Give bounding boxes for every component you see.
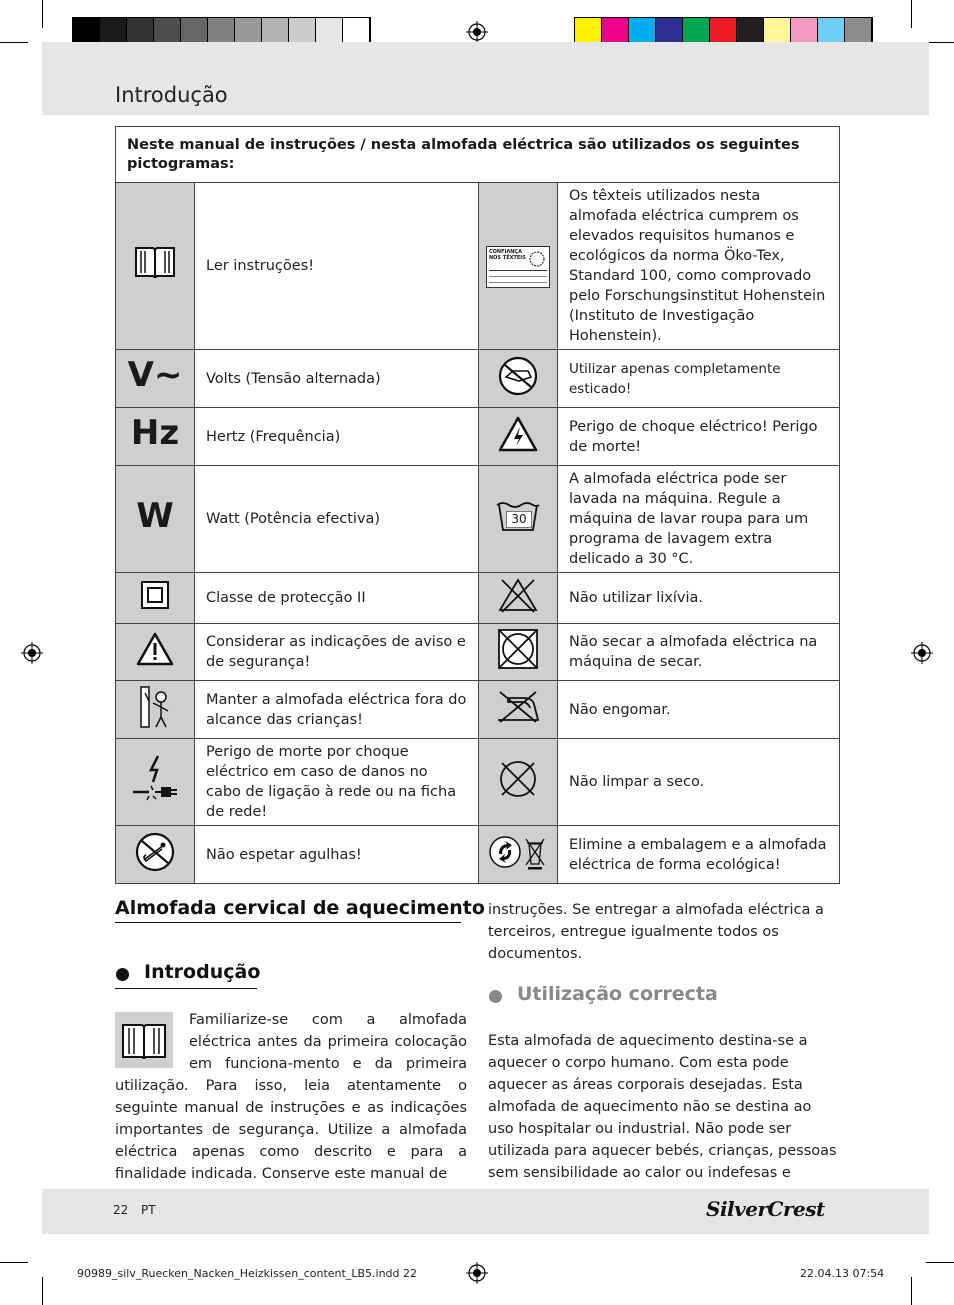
no-pins-icon [116,826,195,884]
section-title: Almofada cervical de aquecimento [115,897,485,919]
pictogram-description: Não secar a almofada eléctrica na máquina de secar. [558,624,840,681]
registration-mark-icon [466,1262,488,1284]
section-title-underline [115,922,461,923]
table-row [116,681,840,739]
table-heading: Neste manual de instruções / nesta almofada eléctrica são utilizados os seguintes pictogramas: [116,127,840,183]
table-row [116,739,840,826]
pictogram-description: Ler instruções! [195,183,479,350]
page-title: Introdução [115,83,228,107]
page-number: 22 [113,1203,129,1217]
no-bleach-icon [479,573,558,624]
pictogram-description: Perigo de choque eléctrico! Perigo de morte! [558,408,840,466]
machine-wash-30-icon [479,466,558,573]
wash-temperature: 30 [506,511,532,528]
pictogram-description: Não utilizar lixívia. [558,573,840,624]
subsection-title: Introdução [144,961,261,983]
pictogram-description: Perigo de morte por choque eléctrico em caso de danos no cabo de ligação à rede ou na ficha de rede! [195,739,479,826]
intro-text: Familiarize-se com a almofada eléctrica antes da primeira colocação em funciona-mento e da primeira utilização. Para isso, leia atentamente o seguinte manual de instruções e as indicações importantes de segurança. Utilize a almofada eléctrica apenas como descrito e para a finalidade indicada. Conserve este manual de [115,1012,467,1182]
book-icon [116,183,195,350]
pictogram-description: Considerar as indicações de aviso e de segurança! [195,624,479,681]
table-row [116,350,840,408]
registration-mark-icon [21,642,43,664]
electric-shock-warning-icon [479,408,558,466]
no-tumble-dry-icon [479,624,558,681]
oeko-tex-label-text: CONFIANÇA NOS TÊXTEIS [489,248,526,261]
pictogram-description: Não engomar. [558,681,840,739]
pictogram-description: Classe de protecção II [195,573,479,624]
pictogram-description: Os têxteis utilizados nesta almofada eléctrica cumprem os elevados requisitos humanos e ecológicos da norma Öko-Tex, Standard 100, como comprovado pelo Forschungsinstitut Hohenstein (Instituto de Investigação Hohenstein). [558,183,840,350]
registration-mark-icon [466,21,488,43]
pictogram-description: Watt (Potência efectiva) [195,466,479,573]
brand-logo: SilverCrest [706,1197,825,1221]
subsection-title-underline [115,988,257,989]
hertz-symbol: Hz [116,408,195,466]
language-code: PT [141,1203,156,1217]
pictogram-description: Elimine a embalagem e a almofada eléctrica de forma ecológica! [558,826,840,884]
no-folding-icon [479,350,558,408]
table-row [116,573,840,624]
watt-symbol: W [116,466,195,573]
pictogram-description: Hertz (Frequência) [195,408,479,466]
pictogram-description: Utilizar apenas completamente esticado! [558,350,840,408]
protection-class-ii-icon [116,573,195,624]
table-row [116,624,840,681]
pictogram-description: Manter a almofada eléctrica fora do alcance das crianças! [195,681,479,739]
pictogram-description: A almofada eléctrica pode ser lavada na máquina. Regule a máquina de lavar roupa para um programa de lavagem extra delicado a 30 °C. [558,466,840,573]
registration-mark-icon [911,642,933,664]
warning-triangle-icon [116,624,195,681]
bullet-icon [489,990,502,1003]
volts-symbol: V~ [116,350,195,408]
table-row [116,408,840,466]
usage-paragraph: Esta almofada de aquecimento destina-se a aquecer o corpo humano. Com esta pode aquecer as áreas corporais desejadas. Esta almofada de aquecimento não se destina ao uso hospitalar ou industrial. Não pode ser utilizada para aquecer bebés, crianças, pessoas sem sensibilidade ao calor ou indefesas e [488,1033,837,1181]
no-dry-clean-icon [479,739,558,826]
print-date-time: 22.04.13 07:54 [800,1267,885,1280]
file-info: 90989_silv_Ruecken_Nacken_Heizkissen_content_LB5.indd 22 [77,1267,418,1280]
table-row [116,183,840,350]
pictogram-description: Não espetar agulhas! [195,826,479,884]
oeko-tex-label-icon [479,183,558,350]
continued-paragraph: instruções. Se entregar a almofada eléctrica a terceiros, entregue igualmente todos os documentos. [488,902,824,962]
intro-paragraph [115,1009,467,1185]
damaged-cable-icon [116,739,195,826]
pictogram-description: Volts (Tensão alternada) [195,350,479,408]
no-ironing-icon [479,681,558,739]
recycle-dispose-icon [479,826,558,884]
keep-away-children-icon [116,681,195,739]
table-row [116,466,840,573]
subsection-title: Utilização correcta [517,983,718,1005]
pictogram-description: Não limpar a seco. [558,739,840,826]
bullet-icon [116,968,129,981]
table-row [116,826,840,884]
pictogram-table [115,126,840,884]
